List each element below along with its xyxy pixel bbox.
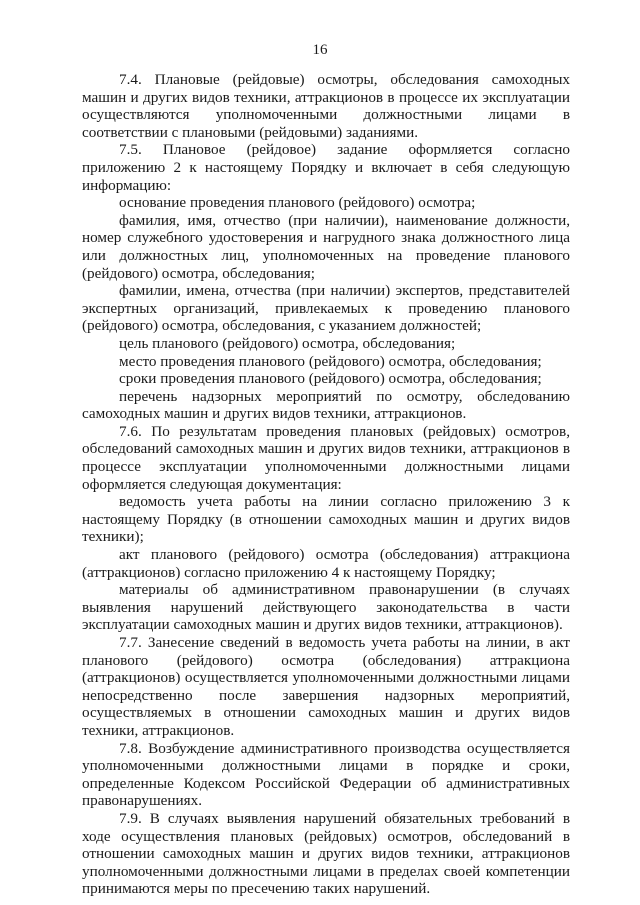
list-item-offense-materials: материалы об административном правонарушении (в случаях выявления нарушений действующего законодательства в части эксплуатации самоходных машин и других видов техники, аттракционов). xyxy=(82,581,570,634)
document-body xyxy=(82,71,570,898)
paragraph-7-6: 7.6. По результатам проведения плановых (рейдовых) осмотров, обследований самоходных машин и других видов техники, аттракционов в процессе эксплуатации уполномоченными должностными лицами оформляется следующая документация: xyxy=(82,422,570,493)
paragraph-7-5: 7.5. Плановое (рейдовое) задание оформляется согласно приложению 2 к настоящему Порядку и включает в себя следующую информацию: xyxy=(82,141,570,194)
paragraph-7-8: 7.8. Возбуждение административного производства осуществляется уполномоченными должностными лицами в порядке и сроки, определенные Кодексом Российской Федерации об административных правонарушениях. xyxy=(82,739,570,810)
list-item-experts: фамилии, имена, отчества (при наличии) экспертов, представителей экспертных организаций, привлекаемых к проведению планового (рейдового) осмотра, обследования, с указанием должностей; xyxy=(82,282,570,335)
list-item-measures: перечень надзорных мероприятий по осмотру, обследованию самоходных машин и других видов техники, аттракционов. xyxy=(82,387,570,423)
page-number: 16 xyxy=(312,42,328,58)
list-item-official-name: фамилия, имя, отчество (при наличии), наименование должности, номер служебного удостоверения и нагрудного знака должностного лица или должностных лиц, уполномоченных на проведение планового (рейдового) осмотра, обследования; xyxy=(82,211,570,282)
paragraph-7-4: 7.4. Плановые (рейдовые) осмотры, обследования самоходных машин и других видов техники, аттракционов в процессе их эксплуатации осуществляются уполномоченными должностными лицами в соответствии с плановыми (рейдовыми) заданиями. xyxy=(82,71,570,141)
paragraph-7-7: 7.7. Занесение сведений в ведомость учета работы на линии, в акт планового (рейдового) осмотра (обследования) аттракциона (аттракционов) осуществляется уполномоченными должностными лицами непосредственно после завершения надзорных мероприятий, осуществляемых в отношении самоходных машин и других видов техники, аттракционов. xyxy=(82,634,570,739)
paragraph-7-9: 7.9. В случаях выявления нарушений обязательных требований в ходе осуществления плановых (рейдовых) осмотров, обследований в отношении самоходных машин и других видов техники, аттракционов уполномоченными должностными лицами в пределах своей компетенции принимаются меры по пресечению таких нарушений. xyxy=(82,809,570,898)
list-item-dates: сроки проведения планового (рейдового) осмотра, обследования; xyxy=(119,370,542,388)
list-item-purpose: цель планового (рейдового) осмотра, обследования; xyxy=(119,334,456,352)
list-item-inspection-act: акт планового (рейдового) осмотра (обследования) аттракциона (аттракционов) согласно приложению 4 к настоящему Порядку; xyxy=(82,546,570,581)
list-item-work-log: ведомость учета работы на линии согласно приложению 3 к настоящему Порядку (в отношении самоходных машин и других видов техники); xyxy=(82,493,570,546)
list-item-basis: основание проведения планового (рейдового) осмотра; xyxy=(119,194,476,212)
list-item-place: место проведения планового (рейдового) осмотра, обследования; xyxy=(119,352,542,370)
